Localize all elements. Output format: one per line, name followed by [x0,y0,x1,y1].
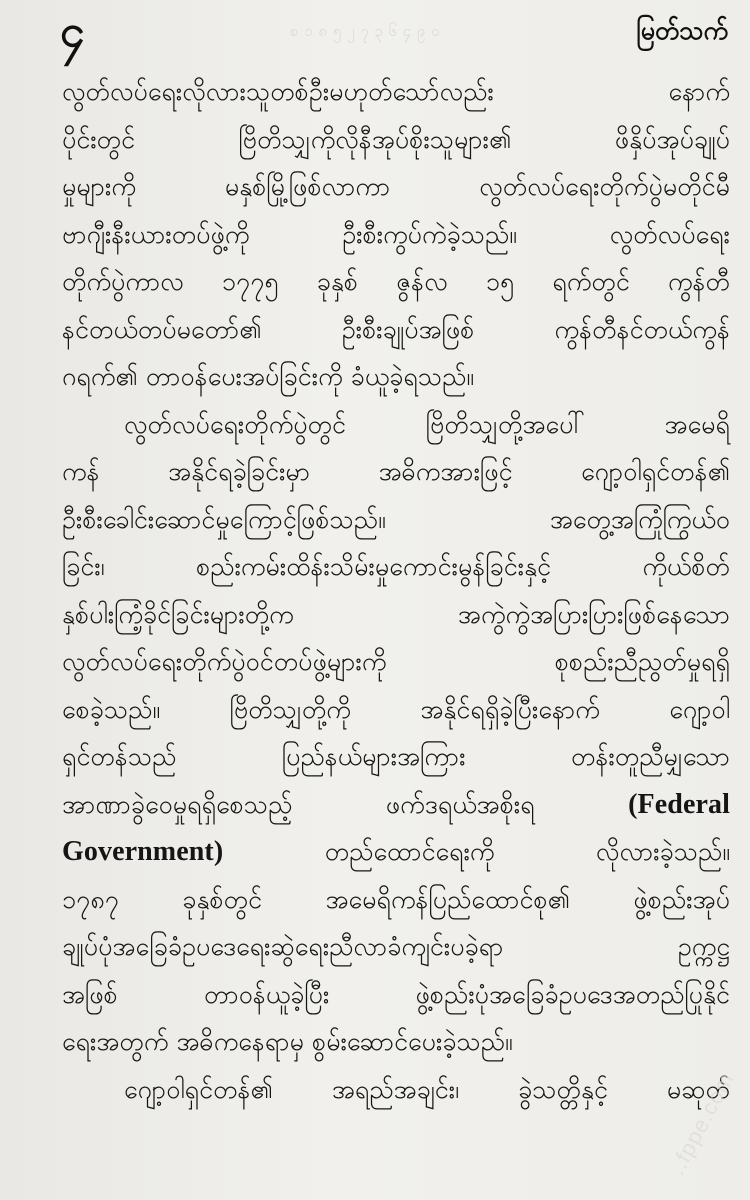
text-line: ရှင်တန်သည် ပြည်နယ်များအကြား တန်းတူညီမျှသော [62,742,730,771]
text-line: ကန် အနိုင်ရခဲ့ခြင်းမှာ အဓိကအားဖြင့် ဂျော့ဝါရှင်တန်၏ [62,457,730,486]
text-line: တိုက်ပွဲကာလ ၁၇၇၅ ခုနှစ် ဇွန်လ ၁၅ ရက်တွင် ကွန်တီ [62,267,730,296]
watermark: ..fppe.com [664,1067,740,1180]
text-line: လွတ်လပ်ရေးတိုက်ပွဲဝင်တပ်ဖွဲ့များကို စုစည်းညီညွတ်မှုရရှိ [62,647,730,676]
paragraph-first-line: ဂျော့ဝါရှင်တန်၏ အရည်အချင်း၊ ခွဲသတ္တိနှင့် မဆုတ် [124,1074,730,1104]
latin-term: Government) [62,836,224,867]
page-number: ၄ [60,6,85,57]
bleed-through-text: စ ၁ ၈ ၅ ၂ ၇ ၃ ၆ ၄ ၉ ၀ [290,22,441,40]
latin-term: (Federal [628,788,730,820]
text-line: ပိုင်းတွင် ဗြိတိသျှကိုလိုနီအုပ်စိုးသူများ၏ ဖိနှိပ်အုပ်ချုပ် [62,124,730,154]
text-line: ဂရက်၏ တာဝန်ပေးအပ်ခြင်းကို ခံယူခဲ့ရသည်။ [62,362,475,391]
text-line: အာဏာခွဲဝေမှုရရှိစေသည့် ဖက်ဒရယ်အစိုးရ (Federal [62,788,730,820]
running-title: မြတ်သက် [636,16,728,45]
text-line: ဦးစီးခေါင်းဆောင်မှုကြောင့်ဖြစ်သည်။ အတွေ့အကြုံကြွယ်ဝ [62,504,730,534]
text-line: စေခဲ့သည်။ ဗြိတိသျှတို့ကို အနိုင်ရရှိခဲ့ပြီးနောက် ဂျော့ဝါ [62,694,730,724]
text-line: နှစ်ပါးကြံ့ခိုင်ခြင်းများတို့က အကွဲကွဲအပြားပြားဖြစ်နေသော [62,599,730,629]
text-line: ခြင်း၊ စည်းကမ်းထိန်းသိမ်းမှုကောင်းမွန်ခြင်းနှင့် ကိုယ်စိတ် [62,552,730,581]
text-line: ဗာဂျီးနီးယားတပ်ဖွဲ့ကို ဦးစီးကွပ်ကဲခဲ့သည်။ လွတ်လပ်ရေး [62,219,730,249]
text-line: ၁၇၈၇ ခုနှစ်တွင် အမေရိကန်ပြည်ထောင်စု၏ ဖွဲ့စည်းအုပ် [62,884,730,914]
text-line: အဖြစ် တာဝန်ယူခဲ့ပြီး ဖွဲ့စည်းပုံအခြေခံဥပဒေအတည်ပြုနိုင် [62,979,730,1009]
text-line: မှုများကို မနှစ်မြို့ဖြစ်လာကာ လွတ်လပ်ရေးတိုက်ပွဲမတိုင်မီ [62,172,730,201]
page-header [60,6,728,64]
text-line: ချုပ်ပုံအခြေခံဥပဒေရေးဆွဲရေးညီလာခံကျင်းပခဲ့ရာ ဥက္ကဋ္ဌ [62,932,730,961]
paragraph-first-line: လွတ်လပ်ရေးတိုက်ပွဲတွင် ဗြိတိသျှတို့အပေါ် အမေရိ [124,409,730,439]
text-line: ရေးအတွက် အဓိကနေရာမှ စွမ်းဆောင်ပေးခဲ့သည်။ [62,1027,513,1056]
text-line: Government) တည်ထောင်ရေးကို လိုလားခဲ့သည်။ [62,836,730,867]
text-line: လွတ်လပ်ရေးလိုလားသူတစ်ဦးမဟုတ်သော်လည်း နောက် [62,77,730,106]
text-line: နင်တယ်တပ်မတော်၏ ဦးစီးချုပ်အဖြစ် ကွန်တီနင်တယ်ကွန် [62,314,730,344]
body-text [62,68,730,1113]
